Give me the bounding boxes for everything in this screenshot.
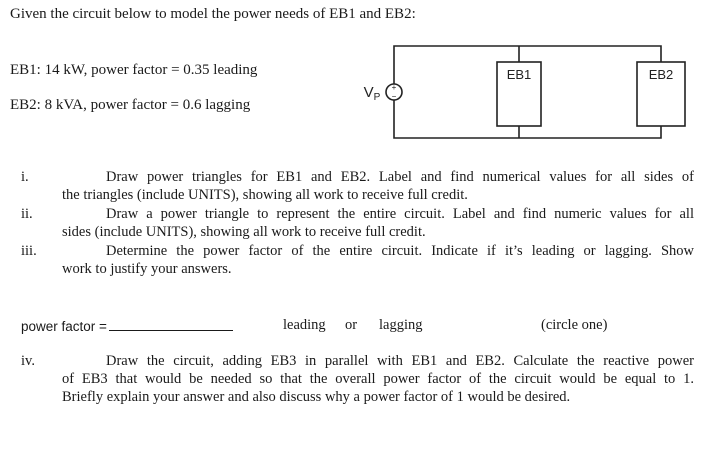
- power-factor-label: power factor =: [21, 319, 107, 334]
- circle-one-note: (circle one): [541, 317, 608, 333]
- item-ii-numeral: ii.: [21, 206, 33, 222]
- source-label: $V_P$: [363, 84, 381, 103]
- item-ii-line2: sides (include UNITS), showing all work to receive full credit.: [62, 224, 426, 240]
- item-iv-line2: of EB3 that would be needed so that the overall power factor of the circuit would be equal to 1.: [62, 371, 694, 387]
- item-iii-line1: Determine the power factor of the entire circuit. Indicate if it’s leading or lagging. Show: [106, 243, 694, 259]
- item-i-line1: Draw power triangles for EB1 and EB2. Label and find numerical values for all sides of: [106, 169, 694, 185]
- source-subscript: P: [373, 92, 381, 103]
- circuit-wire-top: [394, 46, 661, 84]
- load-spec-eb1: EB1: 14 kW, power factor = 0.35 leading: [10, 62, 258, 78]
- circuit-wire-bottom: [394, 100, 661, 138]
- item-iv-line1: Draw the circuit, adding EB3 in parallel with EB1 and EB2. Calculate the reactive power: [106, 353, 694, 369]
- load-spec-eb2: EB2: 8 kVA, power factor = 0.6 lagging: [10, 97, 251, 113]
- item-iv-line3: Briefly explain your answer and also discuss why a power factor of 1 would be desired.: [62, 389, 571, 405]
- eb1-box: [497, 62, 541, 126]
- power-factor-blank[interactable]: [109, 316, 233, 331]
- item-iii-numeral: iii.: [21, 243, 37, 259]
- item-iv-numeral: iv.: [21, 353, 35, 369]
- item-ii-line1: Draw a power triangle to represent the entire circuit. Label and find numeric values for all: [106, 206, 694, 222]
- item-i-numeral: i.: [21, 169, 29, 185]
- option-leading[interactable]: leading: [283, 317, 326, 333]
- option-or: or: [345, 317, 358, 333]
- option-lagging[interactable]: lagging: [379, 317, 423, 333]
- intro-text: Given the circuit below to model the power needs of EB1 and EB2:: [10, 6, 416, 22]
- item-i-line2: the triangles (include UNITS), showing all work to receive full credit.: [62, 187, 468, 203]
- voltage-source-icon: [386, 84, 402, 100]
- source-minus-sign: −: [391, 92, 397, 101]
- eb2-box: [637, 62, 685, 126]
- eb1-label: EB1: [506, 67, 532, 82]
- eb2-label: EB2: [648, 67, 674, 82]
- power-factor-answer-row: [21, 316, 233, 335]
- source-plus-sign: +: [391, 83, 397, 92]
- item-iii-line2: work to justify your answers.: [62, 261, 232, 277]
